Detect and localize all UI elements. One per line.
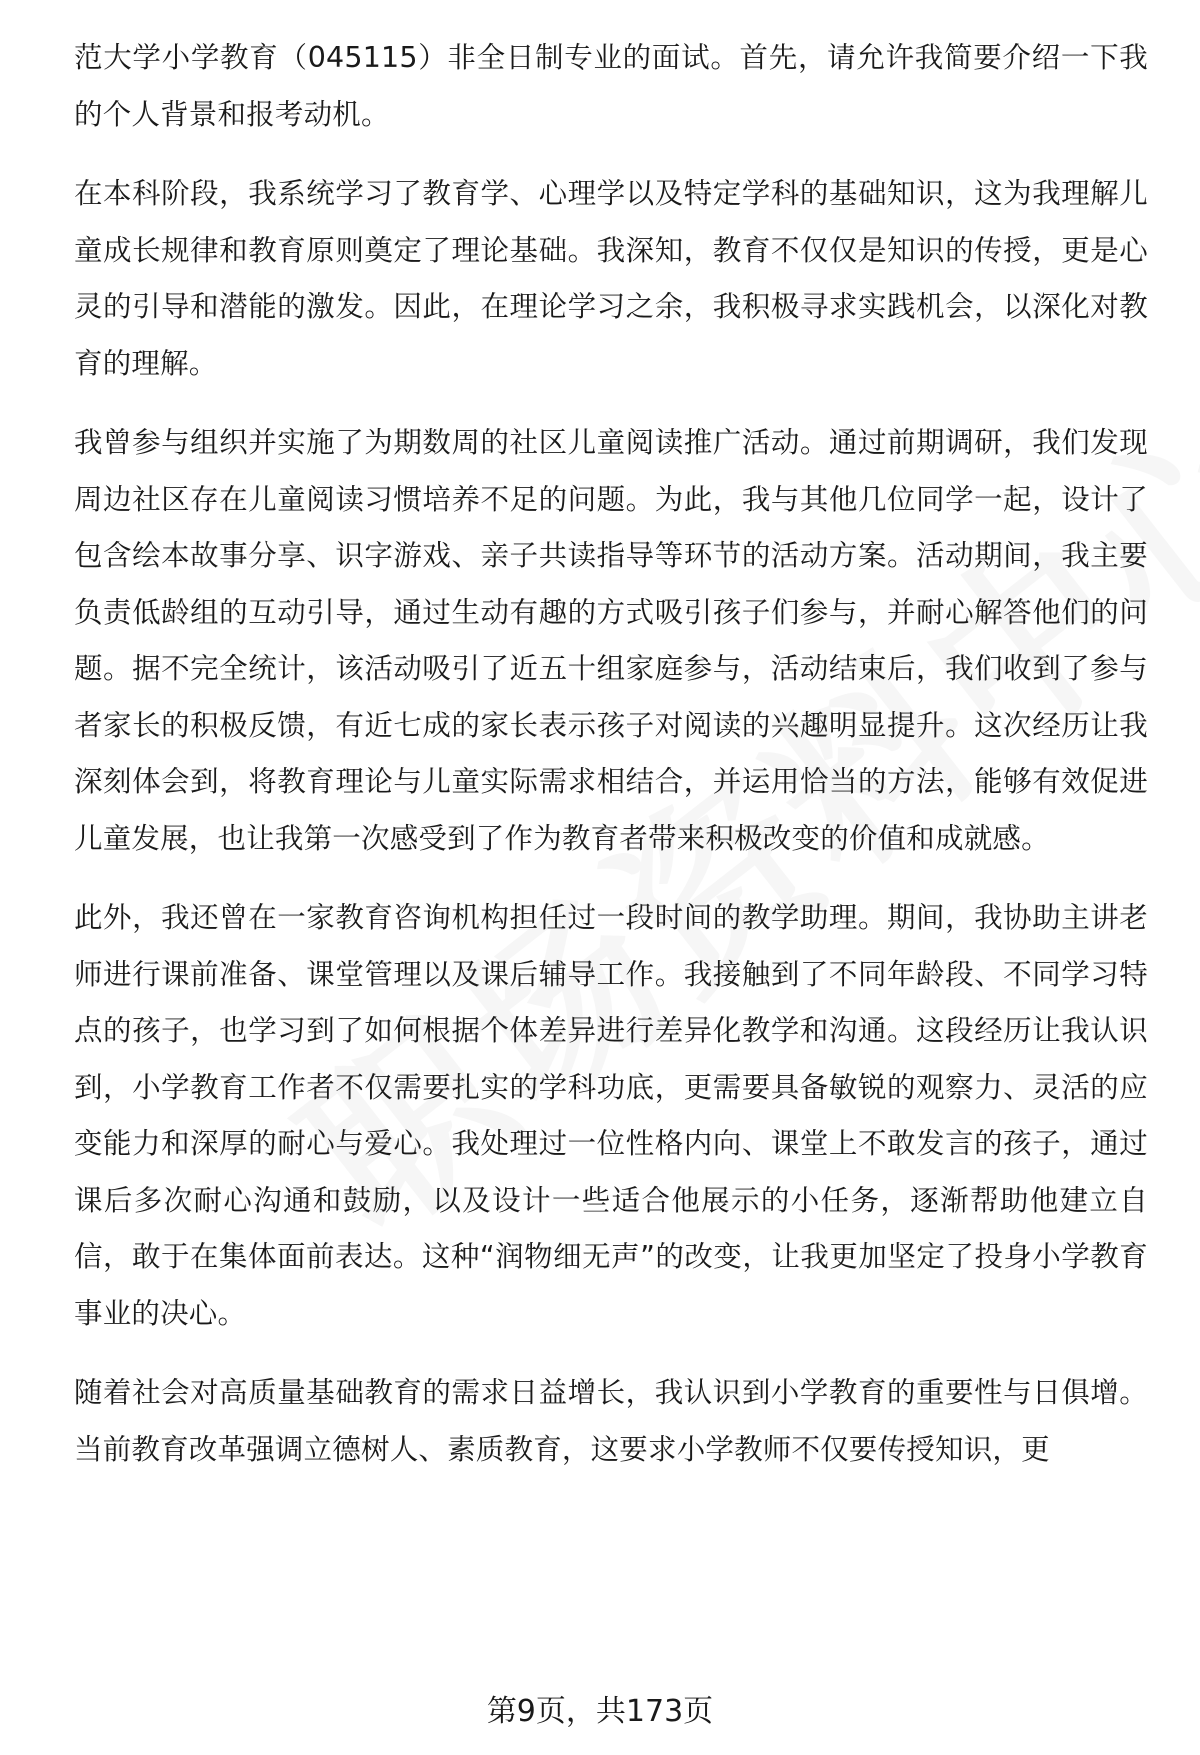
paragraph-4: 此外，我还曾在一家教育咨询机构担任过一段时间的教学助理。期间，我协助主讲老师进行课前准备、课堂管理以及课后辅导工作。我接触到了不同年龄段、不同学习特点的孩子，也学习到了如何根据个体差异进行差异化教学和沟通。这段经历让我认识到，小学教育工作者不仅需要扎实的学科功底，更需要具备敏锐的观察力、灵活的应变能力和深厚的耐心与爱心。我处理过一位性格内向、课堂上不敢发言的孩子，通过课后多次耐心沟通和鼓励，以及设计一些适合他展示的小任务，逐渐帮助他建立自信，敢于在集体面前表达。这种“润物细无声”的改变，让我更加坚定了投身小学教育事业的决心。 [74, 901, 1148, 1330]
paragraph-2: 在本科阶段，我系统学习了教育学、心理学以及特定学科的基础知识，这为我理解儿童成长规律和教育原则奠定了理论基础。我深知，教育不仅仅是知识的传授，更是心灵的引导和潜能的激发。因此，在理论学习之余，我积极寻求实践机会，以深化对教育的理解。 [74, 177, 1148, 380]
page-number: 第9页，共173页 [486, 1694, 714, 1729]
paragraph-1: 范大学小学教育（045115）非全日制专业的面试。首先，请允许我简要介绍一下我的个人背景和报考动机。 [74, 41, 1148, 131]
paragraph-5: 随着社会对高质量基础教育的需求日益增长，我认识到小学教育的重要性与日俱增。当前教育改革强调立德树人、素质教育，这要求小学教师不仅要传授知识，更 [74, 1376, 1148, 1466]
paragraph-3: 我曾参与组织并实施了为期数周的社区儿童阅读推广活动。通过前期调研，我们发现周边社区存在儿童阅读习惯培养不足的问题。为此，我与其他几位同学一起，设计了包含绘本故事分享、识字游戏、亲子共读指导等环节的活动方案。活动期间，我主要负责低龄组的互动引导，通过生动有趣的方式吸引孩子们参与，并耐心解答他们的问题。据不完全统计，该活动吸引了近五十组家庭参与，活动结束后，我们收到了参与者家长的积极反馈，有近七成的家长表示孩子对阅读的兴趣明显提升。这次经历让我深刻体会到，将教育理论与儿童实际需求相结合，并运用恰当的方法，能够有效促进儿童发展，也让我第一次感受到了作为教育者带来积极改变的价值和成就感。 [74, 426, 1148, 855]
document-page [74, 30, 1148, 1501]
